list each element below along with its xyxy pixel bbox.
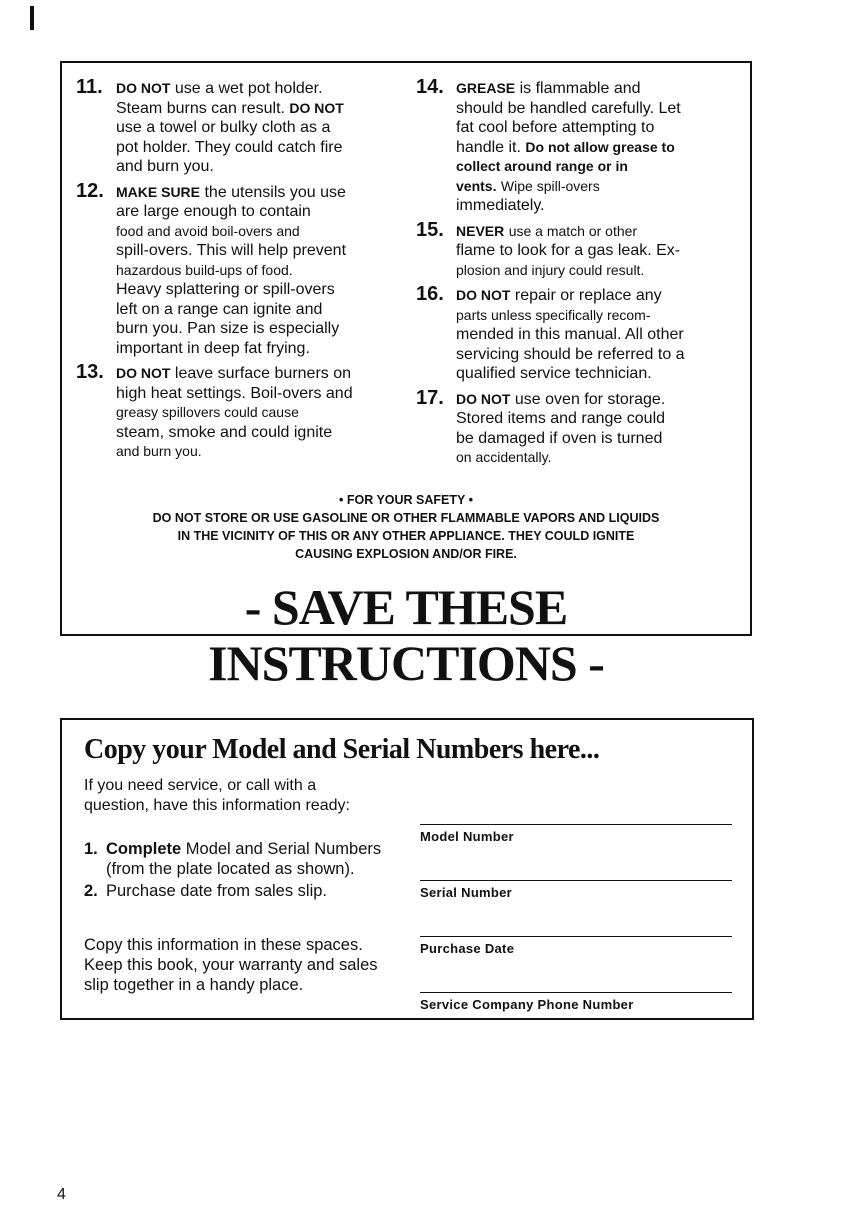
serial-number-field[interactable]: Serial Number — [420, 880, 732, 900]
item-number: 13. — [76, 361, 104, 383]
safety-instructions-box — [60, 61, 752, 691]
keyword: GREASE — [456, 80, 516, 96]
instruction-13: 13. DO NOT leave surface burners on high heat settings. Boil-overs and greasy spillovers could cause steam, smoke and could ignite and burn you. — [76, 361, 353, 459]
save-instructions-banner: - SAVE THESE INSTRUCTIONS - — [208, 579, 604, 691]
corner-mark — [30, 6, 34, 30]
keyword: DO NOT — [116, 365, 171, 381]
instruction-12: 12. MAKE SURE the utensils you use are large enough to contain food and avoid boil-overs and spill-overs. This will help prevent hazardous build-ups of food. Heavy splattering or spill-overs left on a range can ignite and burn you. Pan size is especially important in deep fat frying. — [76, 179, 347, 357]
instruction-15: 15. NEVER use a match or other flame to look for a gas leak. Ex- plosion and injury could result. — [416, 218, 681, 278]
item-number: 15. — [416, 218, 444, 241]
right-column — [416, 76, 746, 474]
copy-box-title: Copy your Model and Serial Numbers here... — [84, 734, 600, 765]
keyword: NEVER — [456, 222, 505, 239]
keyword: MAKE SURE — [116, 183, 201, 200]
keyword: DO NOT — [116, 80, 171, 96]
purchase-date-field[interactable]: Purchase Date — [420, 936, 732, 956]
service-phone-field[interactable]: Service Company Phone Number — [420, 992, 732, 1012]
model-number-field[interactable]: Model Number — [420, 824, 732, 844]
safety-warning: • FOR YOUR SAFETY • DO NOT STORE OR USE GASOLINE OR OTHER FLAMMABLE VAPORS AND LIQUIDS IN THE VICINITY OF THIS OR ANY OTHER APPLIANCE. THEY COULD IGNITE CAUSING EXPLOSION AND/OR FIRE. — [62, 491, 750, 563]
instruction-11: 11. DO NOT use a wet pot holder. Steam burns can result. DO NOT use a towel or bulky cloth as a pot holder. They could catch fire and burn you. — [76, 76, 344, 175]
safety-header: • FOR YOUR SAFETY • — [338, 493, 473, 507]
copy-steps — [84, 839, 404, 903]
step-2: 2. Purchase date from sales slip. — [84, 882, 328, 900]
copy-box-intro: If you need service, or call with a question, have this information ready: — [84, 777, 350, 814]
item-number: 12. — [76, 179, 104, 202]
instruction-16: 16. DO NOT repair or replace any parts unless specifically recom- mended in this manual. All other servicing should be referred to a qualified service technician. — [416, 283, 685, 382]
item-number: 11. — [76, 76, 103, 98]
keyword: DO NOT — [456, 390, 511, 407]
step-1: 1. Complete Model and Serial Numbers (from the plate located as shown). — [84, 840, 382, 878]
keyword: DO NOT — [456, 287, 511, 303]
instruction-14: 14. GREASE is flammable and should be handled carefully. Let fat cool before attempting to handle it. Do not allow grease to collect around range or in vents. Wipe spill-overs immediately. — [416, 76, 681, 214]
instruction-17: 17. DO NOT use oven for storage. Stored items and range could be damaged if oven is turned on accidentally. — [416, 386, 666, 465]
item-number: 14. — [416, 76, 444, 98]
model-serial-box — [60, 718, 754, 1020]
copy-instructions: Copy this information in these spaces. Keep this book, your warranty and sales slip together in a handy place. — [84, 936, 378, 994]
page-number: 4 — [57, 1186, 66, 1203]
item-number: 17. — [416, 386, 444, 409]
left-column — [76, 76, 416, 468]
item-number: 16. — [416, 283, 444, 305]
